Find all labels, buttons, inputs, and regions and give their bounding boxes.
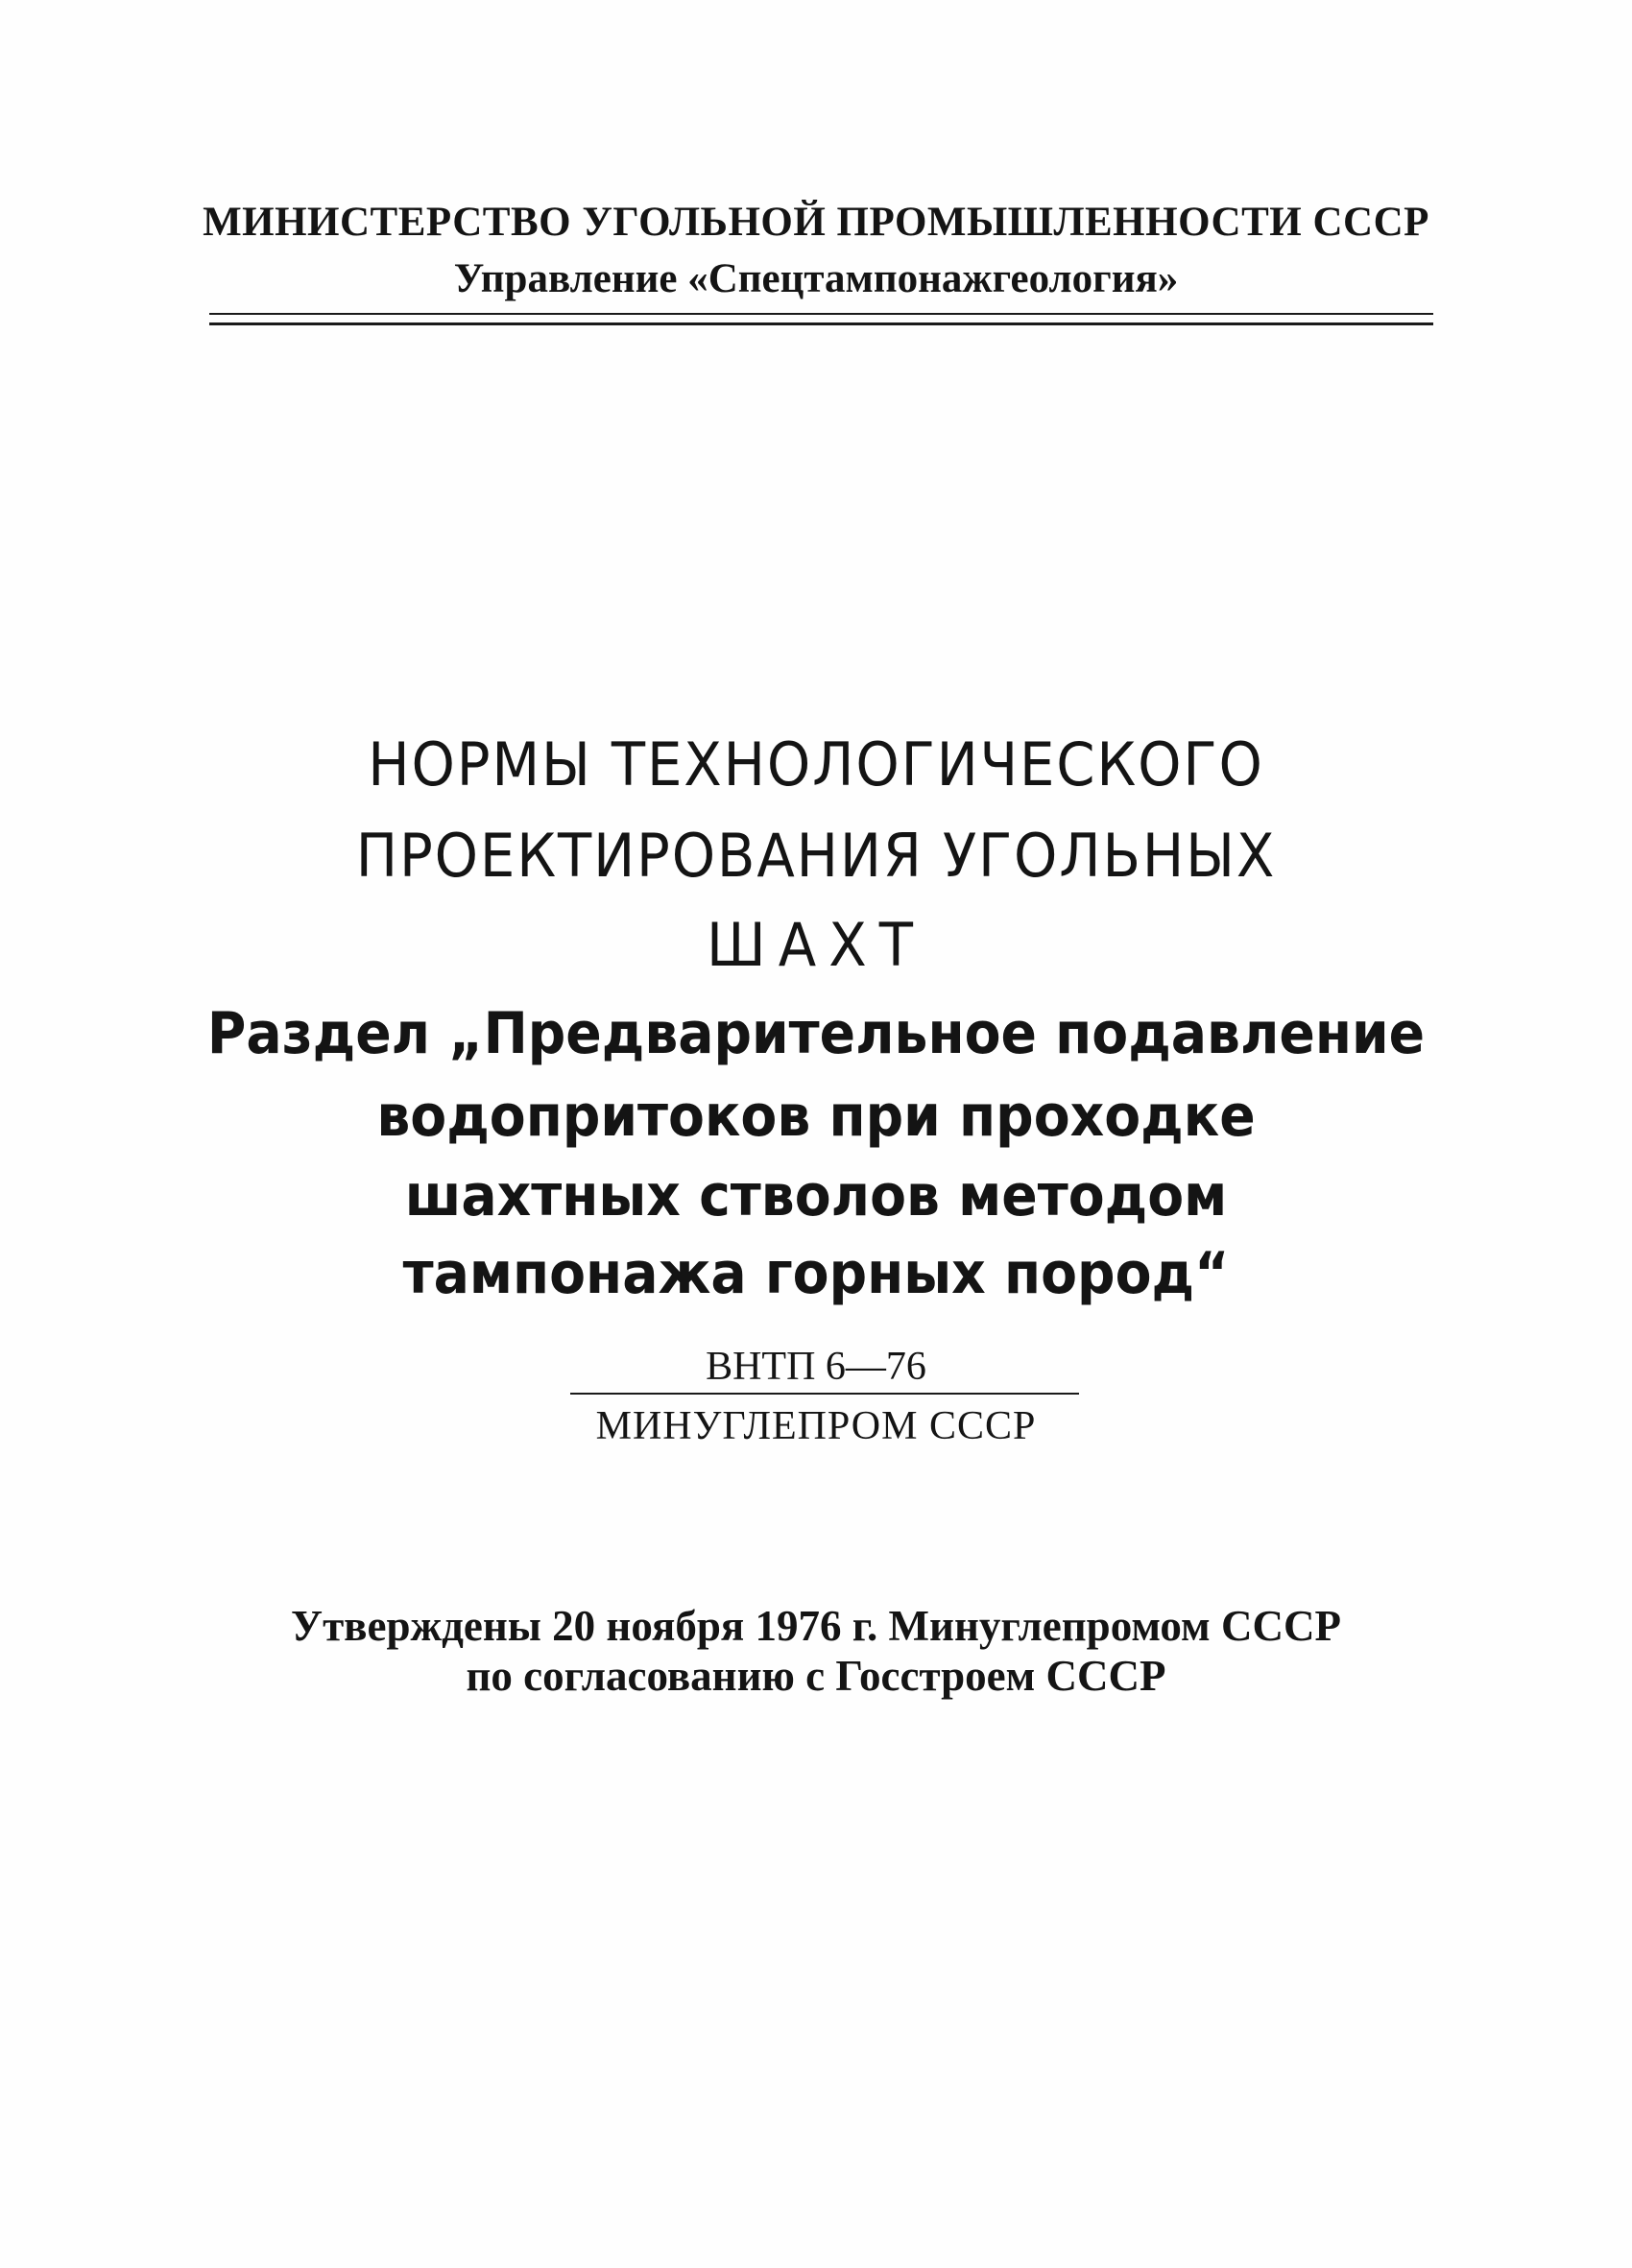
document-code: ВНТП 6—76 (706, 1345, 926, 1389)
section-title-line-4: тампонажа горных пород“ (402, 1240, 1230, 1307)
section-title-line-3: шахтных стволов методом (404, 1162, 1228, 1229)
section-title-line-1: Раздел „Предварительное подавление (206, 1000, 1426, 1067)
document-title-line-1: НОРМЫ ТЕХНОЛОГИЧЕСКОГО (368, 729, 1264, 800)
approval-statement-line-2: по согласованию с Госстроем СССР (466, 1652, 1166, 1700)
section-title-line-2: водопритоков при проходке (376, 1083, 1256, 1150)
header-divider-thick (209, 322, 1433, 325)
approval-statement-line-1: Утверждены 20 ноября 1976 г. Минуглепромом СССР (291, 1602, 1341, 1650)
issuing-organization: МИНУГЛЕПРОМ СССР (595, 1404, 1037, 1448)
header-divider-thin (209, 313, 1433, 315)
document-title-line-3: ШАХТ (707, 910, 925, 980)
document-title-line-2: ПРОЕКТИРОВАНИЯ УГОЛЬНЫХ (355, 821, 1277, 891)
directorate-name: Управление «Спецтампонажгеология» (453, 256, 1179, 301)
code-divider (570, 1393, 1079, 1395)
ministry-name: МИНИСТЕРСТВО УГОЛЬНОЙ ПРОМЫШЛЕННОСТИ СССР (203, 200, 1429, 245)
